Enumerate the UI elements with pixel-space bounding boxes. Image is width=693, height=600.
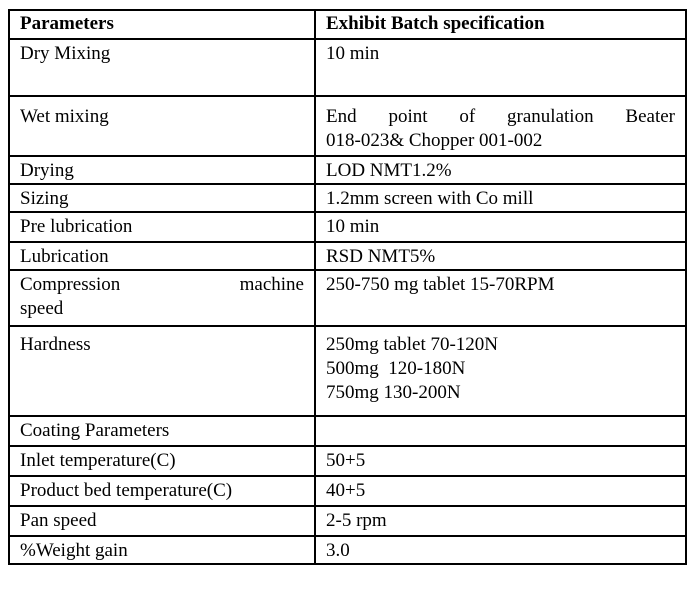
table-row (9, 156, 686, 184)
table-row (9, 96, 686, 156)
parameter-cell: Wet mixing (9, 96, 315, 156)
value-cell (315, 416, 686, 446)
parameter-cell: Pan speed (9, 506, 315, 536)
parameter-cell: Dry Mixing (9, 39, 315, 96)
header-parameters: Parameters (9, 10, 315, 39)
parameter-cell: Product bed temperature(C) (9, 476, 315, 506)
parameter-cell: Coating Parameters (9, 416, 315, 446)
value-cell: 10 min (315, 212, 686, 242)
table-row (9, 416, 686, 446)
value-cell: 1.2mm screen with Co mill (315, 184, 686, 212)
value-cell: 2-5 rpm (315, 506, 686, 536)
parameter-cell: Hardness (9, 326, 315, 416)
value-cell: 250-750 mg tablet 15-70RPM (315, 270, 686, 326)
parameter-cell: Lubrication (9, 242, 315, 270)
table-row (9, 476, 686, 506)
table-row (9, 242, 686, 270)
parameter-cell: Drying (9, 156, 315, 184)
table-header-row (9, 10, 686, 39)
value-cell: LOD NMT1.2% (315, 156, 686, 184)
table-row (9, 184, 686, 212)
value-cell: End point of granulation Beater 018-023& Chopper 001-002 (315, 96, 686, 156)
table-row (9, 506, 686, 536)
table-row (9, 39, 686, 96)
parameter-cell: Inlet temperature(C) (9, 446, 315, 476)
value-cell: 10 min (315, 39, 686, 96)
table-row (9, 446, 686, 476)
table-row (9, 270, 686, 326)
parameter-cell: Pre lubrication (9, 212, 315, 242)
parameter-cell: Sizing (9, 184, 315, 212)
table-row (9, 326, 686, 416)
exhibit-batch-spec-table (8, 9, 687, 565)
table-row (9, 212, 686, 242)
value-cell: 250mg tablet 70-120N 500mg 120-180N 750mg 130-200N (315, 326, 686, 416)
value-cell: 50+5 (315, 446, 686, 476)
parameter-cell: Compression machine speed (9, 270, 315, 326)
header-exhibit-batch-specification: Exhibit Batch specification (315, 10, 686, 39)
parameter-cell: %Weight gain (9, 536, 315, 564)
table-row (9, 536, 686, 564)
value-cell: 3.0 (315, 536, 686, 564)
value-cell: 40+5 (315, 476, 686, 506)
value-cell: RSD NMT5% (315, 242, 686, 270)
